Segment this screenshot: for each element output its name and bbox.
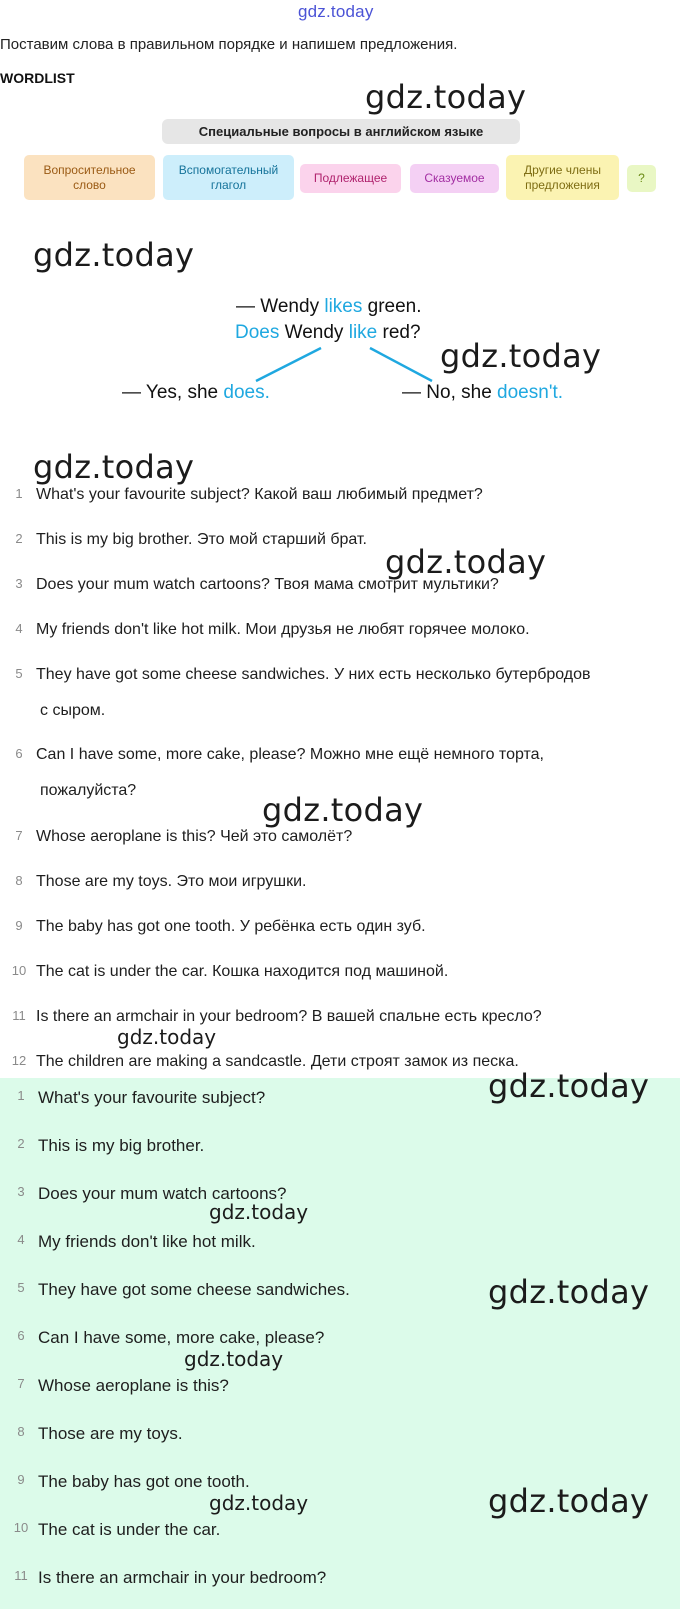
item-text: They have got some cheese sandwiches. xyxy=(38,1280,350,1299)
item-text: с сыром. xyxy=(40,702,106,719)
item-number: 12 xyxy=(11,1053,27,1068)
item-text: The baby has got one tooth. xyxy=(38,1472,250,1491)
example-text: Wendy xyxy=(279,322,349,343)
item-number: 7 xyxy=(15,828,23,843)
answers-panel xyxy=(0,1078,680,1609)
item-number: 9 xyxy=(15,918,23,933)
task-instruction: Поставим слова в правильном порядке и напишем предложения. xyxy=(0,36,458,53)
item-text: Those are my toys. Это мои игрушки. xyxy=(36,873,307,890)
arrow-left xyxy=(256,348,321,381)
chip-other-members: Другие члены предложения xyxy=(506,155,619,200)
item-number: 8 xyxy=(15,873,23,888)
watermark: gdz.today xyxy=(488,1482,650,1520)
watermark: gdz.today xyxy=(385,543,547,581)
watermark: gdz.today xyxy=(262,791,424,829)
item-text: The cat is under the car. xyxy=(38,1520,221,1539)
watermark: gdz.today xyxy=(184,1347,284,1371)
item-text: Can I have some, more cake, please? xyxy=(38,1328,325,1347)
item-text: This is my big brother. Это мой старший брат. xyxy=(36,531,367,548)
card-title: Специальные вопросы в английском языке xyxy=(162,119,520,144)
site-logo[interactable]: gdz.today xyxy=(298,2,374,21)
watermark: gdz.today xyxy=(488,1067,650,1105)
chip-question-mark: ? xyxy=(627,165,656,192)
item-text: Is there an armchair in your bedroom? В вашей спальне есть кресло? xyxy=(36,1008,542,1025)
watermark: gdz.today xyxy=(33,236,195,274)
example-text: — Wendy xyxy=(236,296,325,317)
example-auxiliary: doesn't. xyxy=(497,382,563,403)
example-yes-answer xyxy=(122,382,270,404)
watermark: gdz.today xyxy=(440,337,602,375)
item-number: 10 xyxy=(13,1520,29,1535)
example-text: — Yes, she xyxy=(122,382,224,403)
item-number: 2 xyxy=(15,531,23,546)
chip-predicate: Сказуемое xyxy=(410,164,499,193)
item-text: What's your favourite subject? xyxy=(38,1088,266,1107)
item-text: They have got some cheese sandwiches. У них есть несколько бутербродов xyxy=(36,666,591,683)
item-number: 7 xyxy=(17,1376,25,1391)
item-text: Whose aeroplane is this? Чей это самолёт? xyxy=(36,828,353,845)
item-text: The baby has got one tooth. У ребёнка есть один зуб. xyxy=(36,918,426,935)
arrow-right xyxy=(370,348,432,381)
chip-auxiliary-verb: Вспомогательный глагол xyxy=(163,155,294,200)
example-auxiliary: does. xyxy=(223,382,270,403)
item-number: 10 xyxy=(11,963,27,978)
example-text: red? xyxy=(377,322,421,343)
item-number: 8 xyxy=(17,1424,25,1439)
item-text: Whose aeroplane is this? xyxy=(38,1376,229,1395)
item-number: 1 xyxy=(17,1088,25,1103)
example-verb: likes xyxy=(324,296,363,317)
item-number: 4 xyxy=(15,621,23,636)
item-number: 11 xyxy=(14,1568,28,1583)
item-text: My friends don't like hot milk. xyxy=(38,1232,256,1251)
watermark: gdz.today xyxy=(488,1273,650,1311)
item-number: 3 xyxy=(17,1184,25,1199)
item-number: 9 xyxy=(17,1472,25,1487)
watermark: gdz.today xyxy=(209,1200,309,1224)
item-number: 11 xyxy=(12,1008,26,1023)
example-statement xyxy=(236,296,422,318)
chip-question-word: Вопросительное слово xyxy=(24,155,155,200)
watermark: gdz.today xyxy=(365,78,527,116)
example-no-answer xyxy=(402,382,563,404)
example-text: green. xyxy=(362,296,422,317)
item-text: What's your favourite subject? Какой ваш любимый предмет? xyxy=(36,486,483,503)
item-text: The children are making a sandcastle. Дети строят замок из песка. xyxy=(36,1053,519,1070)
item-number: 5 xyxy=(15,666,23,681)
item-number: 3 xyxy=(15,576,23,591)
item-number: 4 xyxy=(17,1232,25,1247)
item-text: My friends don't like hot milk. Мои друзья не любят горячее молоко. xyxy=(36,621,530,638)
item-text: Can I have some, more cake, please? Можно мне ещё немного торта, xyxy=(36,746,544,763)
item-text: Does your mum watch cartoons? Твоя мама смотрит мультики? xyxy=(36,576,499,593)
watermark: gdz.today xyxy=(33,448,195,486)
item-number: 6 xyxy=(17,1328,25,1343)
item-number: 5 xyxy=(17,1280,25,1295)
example-question xyxy=(235,322,421,344)
watermark: gdz.today xyxy=(117,1025,217,1049)
example-auxiliary: Does xyxy=(235,322,280,343)
item-text: This is my big brother. xyxy=(38,1136,205,1155)
item-number: 2 xyxy=(17,1136,25,1151)
example-text: — No, she xyxy=(402,382,498,403)
example-verb: like xyxy=(348,322,378,343)
chip-subject: Подлежащее xyxy=(300,164,401,193)
wordlist-label: WORDLIST xyxy=(0,70,75,86)
item-number: 1 xyxy=(15,486,23,501)
item-text: The cat is under the car. Кошка находится под машиной. xyxy=(36,963,449,980)
item-text: пожалуйста? xyxy=(40,782,137,799)
item-text: Those are my toys. xyxy=(38,1424,183,1443)
item-text: Is there an armchair in your bedroom? xyxy=(38,1568,327,1587)
watermark: gdz.today xyxy=(209,1491,309,1515)
item-number: 6 xyxy=(15,746,23,761)
item-text: Does your mum watch cartoons? xyxy=(38,1184,287,1203)
